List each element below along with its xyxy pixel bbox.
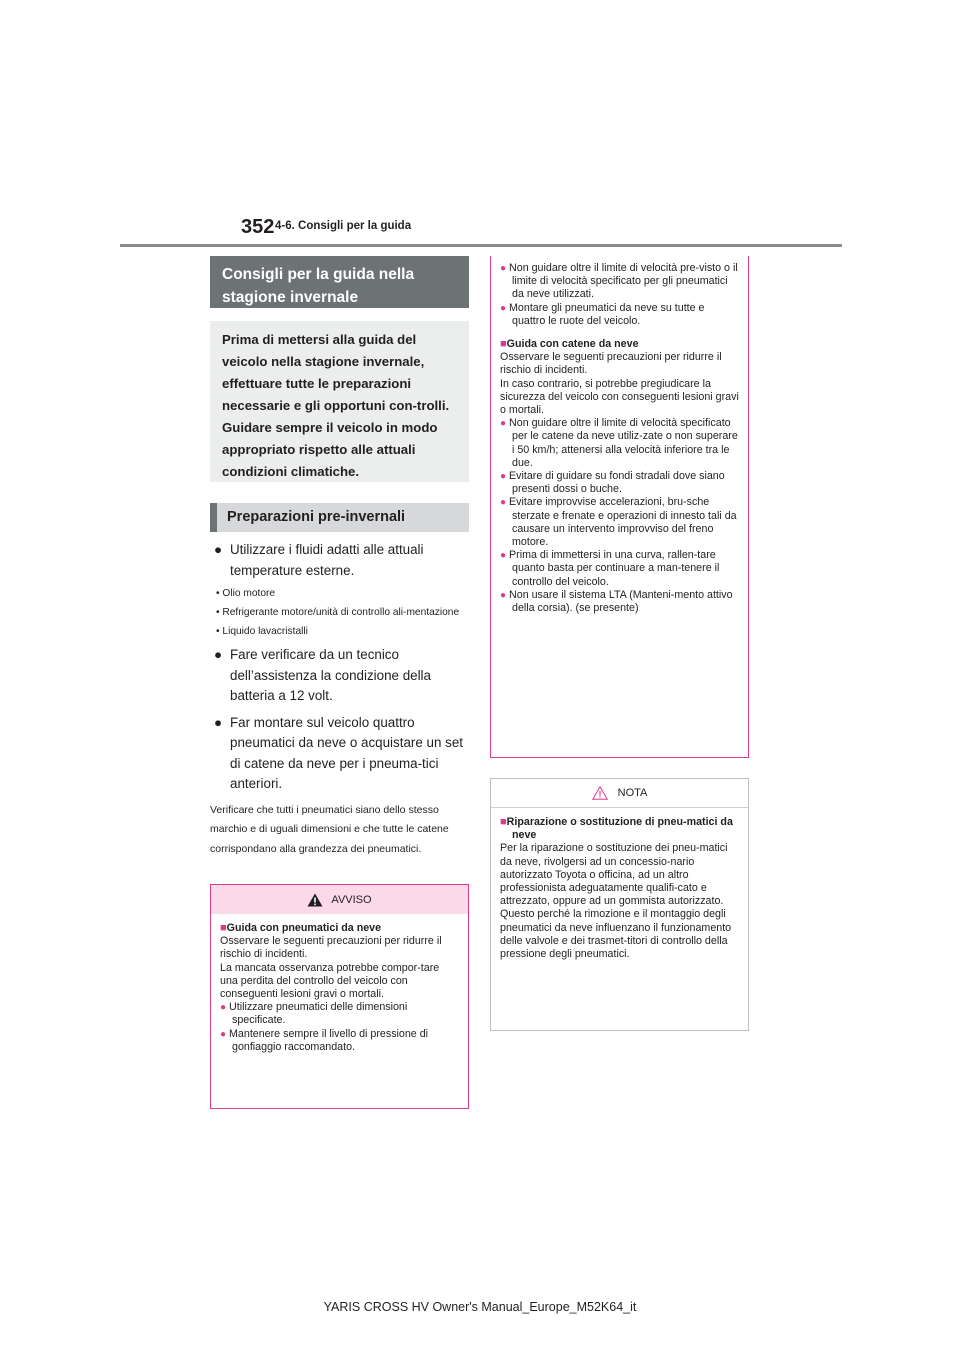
caution-triangle-icon <box>592 786 608 800</box>
list-item: • Olio motore <box>216 588 276 599</box>
circle-bullet-icon: ● <box>220 1028 227 1040</box>
warning-heading: ■Guida con pneumatici da neve <box>220 922 382 934</box>
bullet-icon: ● <box>214 647 223 662</box>
note-label: NOTA <box>617 787 648 799</box>
square-bullet-icon: ■ <box>500 816 507 828</box>
note-header <box>491 779 748 808</box>
list-item: ● Utilizzare pneumatici delle dimensioni specificate. <box>220 1001 408 1027</box>
list-item: • Liquido lavacristalli <box>216 626 308 637</box>
warning-body <box>211 914 468 1062</box>
header-rule <box>120 244 842 247</box>
note-body <box>491 808 748 969</box>
circle-bullet-icon: ● <box>500 418 507 430</box>
warning-header <box>211 885 468 914</box>
note-text: Per la riparazione o sostituzione dei pneu-matici da neve, rivolgersi ad un concessio-nario autorizzato Toyota o officina, ad un altro professionista adeguatamente qualifi-cato e attrezzato, oppure ad un gommista autorizzato. <box>500 842 728 908</box>
footer: YARIS CROSS HV Owner's Manual_Europe_M52K64_it <box>323 1300 637 1314</box>
warning-heading: ■Guida con catene da neve <box>500 338 639 351</box>
warning-text: Osservare le seguenti precauzioni per ridurre il rischio di incidenti. <box>220 935 442 961</box>
list-item: ● Non guidare oltre il limite di velocità pre-visto o il limite di velocità specificato per gli pneumatici da neve utilizzati. <box>500 262 738 301</box>
warning-text: In caso contrario, si potrebbe pregiudicare la sicurezza del veicolo con conseguenti lesioni gravi o mortali. <box>500 377 739 417</box>
warning-body <box>491 256 748 623</box>
note-text: Questo perché la rimozione e il montaggio degli pneumatici da neve influenzano il funzionamento delle valvole e dei trasmet-titori di controllo della pressione degli pneumatici. <box>500 908 732 961</box>
circle-bullet-icon: ● <box>500 471 507 483</box>
list-item: ● Fare verificare da un tecnico dell’assistenza la condizione della batteria a 12 volt. <box>214 647 431 703</box>
list-item: • Refrigerante motore/unità di controllo ali-mentazione <box>216 607 460 618</box>
page-number: 352 <box>241 216 275 238</box>
section-title: 4-6. Consigli per la guida <box>275 220 412 232</box>
circle-bullet-icon: ● <box>500 589 507 601</box>
subsection-title: Preparazioni pre-invernali <box>210 503 469 532</box>
note-heading: ■Riparazione o sostituzione di pneu-matici da neve <box>500 816 733 842</box>
preparation-list <box>210 540 465 859</box>
list-item: ● Utilizzare i fluidi adatti alle attuali temperature esterne. <box>214 542 424 578</box>
intro-text: Prima di mettersi alla guida del veicolo nella stagione invernale, effettuare tutte le preparazioni necessarie e gli opportuni con-trolli. Guidare sempre il veicolo in modo appropriato rispetto alle attuali condizioni climatiche. <box>210 321 469 482</box>
square-bullet-icon: ■ <box>500 338 507 351</box>
list-item: ● Non guidare oltre il limite di velocità specificato per le catene da neve utiliz-zate o non superare i 50 km/h; attenersi alla velocità inferiore tra le due. <box>500 417 738 469</box>
warning-triangle-icon <box>307 893 323 907</box>
warning-text: Osservare le seguenti precauzioni per ridurre il rischio di incidenti. <box>500 351 722 377</box>
list-item: ● Far montare sul veicolo quattro pneumatici da neve o acquistare un set di catene da neve per i pneuma-tici anteriori. <box>214 714 463 791</box>
warning-label: AVVISO <box>331 893 372 906</box>
bullet-icon: ● <box>214 714 223 730</box>
warning-box-continued <box>490 256 749 758</box>
fluid-sublist <box>214 587 465 639</box>
list-item: ● Evitare improvvise accelerazioni, bru-sche sterzate e frenate e operazioni di innesto tali da causare un intervento improvviso del freno motore. <box>500 496 737 549</box>
list-item: ● Prima di immettersi in una curva, rallen-tare quanto basta per continuare a man-tenere il controllo del veicolo. <box>500 549 720 588</box>
bullet-icon: ● <box>214 542 223 557</box>
circle-bullet-icon: ● <box>500 550 507 562</box>
circle-bullet-icon: ● <box>500 263 507 274</box>
list-item: ● Evitare di guidare su fondi stradali dove siano presenti dossi o buche. <box>500 470 725 496</box>
list-item: ● Non usare il sistema LTA (Manteni-mento attivo della corsia). (se presente) <box>500 588 733 615</box>
chapter-title: Consigli per la guida nella stagione invernale <box>210 256 469 308</box>
list-item: ● Montare gli pneumatici da neve su tutte e quattro le ruote del veicolo. <box>500 301 705 327</box>
circle-bullet-icon: ● <box>500 302 507 314</box>
circle-bullet-icon: ● <box>500 497 507 509</box>
list-item: ● Mantenere sempre il livello di pressione di gonfiaggio raccomandato. <box>220 1027 429 1053</box>
tyre-note-paragraph: Verificare che tutti i pneumatici siano dello stesso marchio e di uguali dimensioni e che tutte le catene corrispondano alla grandezza dei pneumatici. <box>210 803 449 855</box>
square-bullet-icon: ■ <box>220 922 227 934</box>
warning-text: La mancata osservanza potrebbe compor-tare una perdita del controllo del veicolo con conseguenti lesioni gravi o mortali. <box>220 961 440 1001</box>
note-box <box>490 778 749 1031</box>
warning-box <box>210 884 469 1109</box>
circle-bullet-icon: ● <box>220 1002 227 1014</box>
